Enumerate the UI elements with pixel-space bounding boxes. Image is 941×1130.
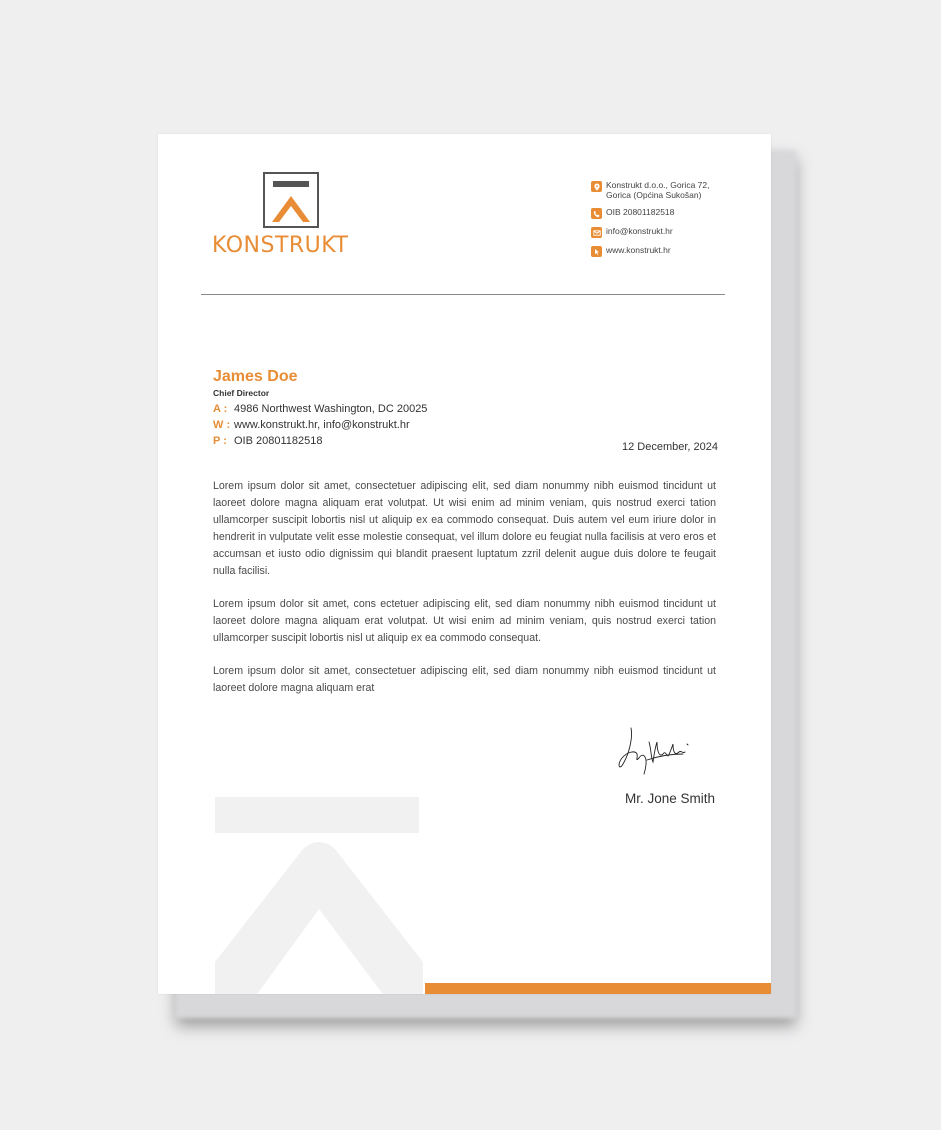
signatory-name: Mr. Jone Smith: [624, 791, 715, 806]
phone-label: P :: [213, 435, 227, 447]
letterhead-page: [158, 134, 771, 994]
address-value: 4986 Northwest Washington, DC 20025: [234, 403, 428, 415]
handwritten-signature: [613, 724, 713, 782]
logo-watermark-icon: [215, 797, 425, 994]
recipient-title: Chief Director: [213, 388, 270, 398]
mail-icon: [591, 227, 602, 238]
recipient-name: James Doe: [213, 368, 298, 385]
phone-value: OIB 20801182518: [234, 435, 323, 447]
body-paragraph: Lorem ipsum dolor sit amet, consectetuer adipiscing elit, sed diam nonummy nibh euismod tincidunt ut laoreet dolore magna aliquam erat: [213, 665, 716, 694]
letter-date: 12 December, 2024: [621, 441, 718, 453]
recipient-address: [213, 403, 718, 415]
email-text: info@konstrukt.hr: [606, 226, 673, 236]
footer-accent-bar: [425, 983, 771, 994]
letter-body: [213, 478, 716, 713]
logo-mark-icon: [263, 172, 319, 228]
company-logo: [210, 170, 380, 260]
body-paragraph: Lorem ipsum dolor sit amet, cons ectetuer adipiscing elit, sed diam nonummy nibh euismod tincidunt ut laoreet dolore magna aliquam erat volutpat. Ut wisi enim ad minim veniam, quis nostrud exerci tation ullamcorper suscipit lobortis nisl ut aliquip ex ea commodo consequat.: [213, 598, 716, 644]
contact-block: [591, 180, 761, 264]
website-text: www.konstrukt.hr: [606, 245, 671, 255]
body-paragraph: Lorem ipsum dolor sit amet, consectetuer adipiscing elit, sed diam nonummy nibh euismod tincidunt ut laoreet dolore magna aliquam erat volutpat. Ut wisi enim ad minim veniam, quis nostrud exerci tation ullamcorper suscipit lobortis nisl ut aliquip ex ea commodo consequat. Duis autem vel eum iriure dolor in hendrerit in vulputate velit esse molestie consequat, vel illum dolore eu feugiat nulla facilisis at vero eros et accumsan et iusto odio dignissim qui blandit praesent luptatum zzril delenit augue duis dolore te feugait nulla facilisi.: [213, 480, 716, 577]
phone-icon: [591, 208, 602, 219]
contact-phone: [591, 207, 761, 219]
contact-email: [591, 226, 761, 238]
contact-website: [591, 245, 761, 257]
location-pin-icon: [591, 181, 602, 192]
web-value: www.konstrukt.hr, info@konstrukt.hr: [234, 419, 410, 431]
company-name: KONSTRUKT: [212, 233, 349, 258]
address-label: A :: [213, 403, 228, 415]
address-line-1: Konstrukt d.o.o., Gorica 72,: [606, 180, 710, 190]
web-label: W :: [213, 419, 231, 431]
recipient-block: [213, 368, 718, 451]
header-divider: [201, 294, 725, 295]
contact-address: [591, 180, 761, 200]
cursor-icon: [591, 246, 602, 257]
phone-text: OIB 20801182518: [606, 207, 675, 217]
address-line-2: Gorica (Općina Sukošan): [606, 190, 702, 200]
recipient-web: [213, 419, 718, 431]
